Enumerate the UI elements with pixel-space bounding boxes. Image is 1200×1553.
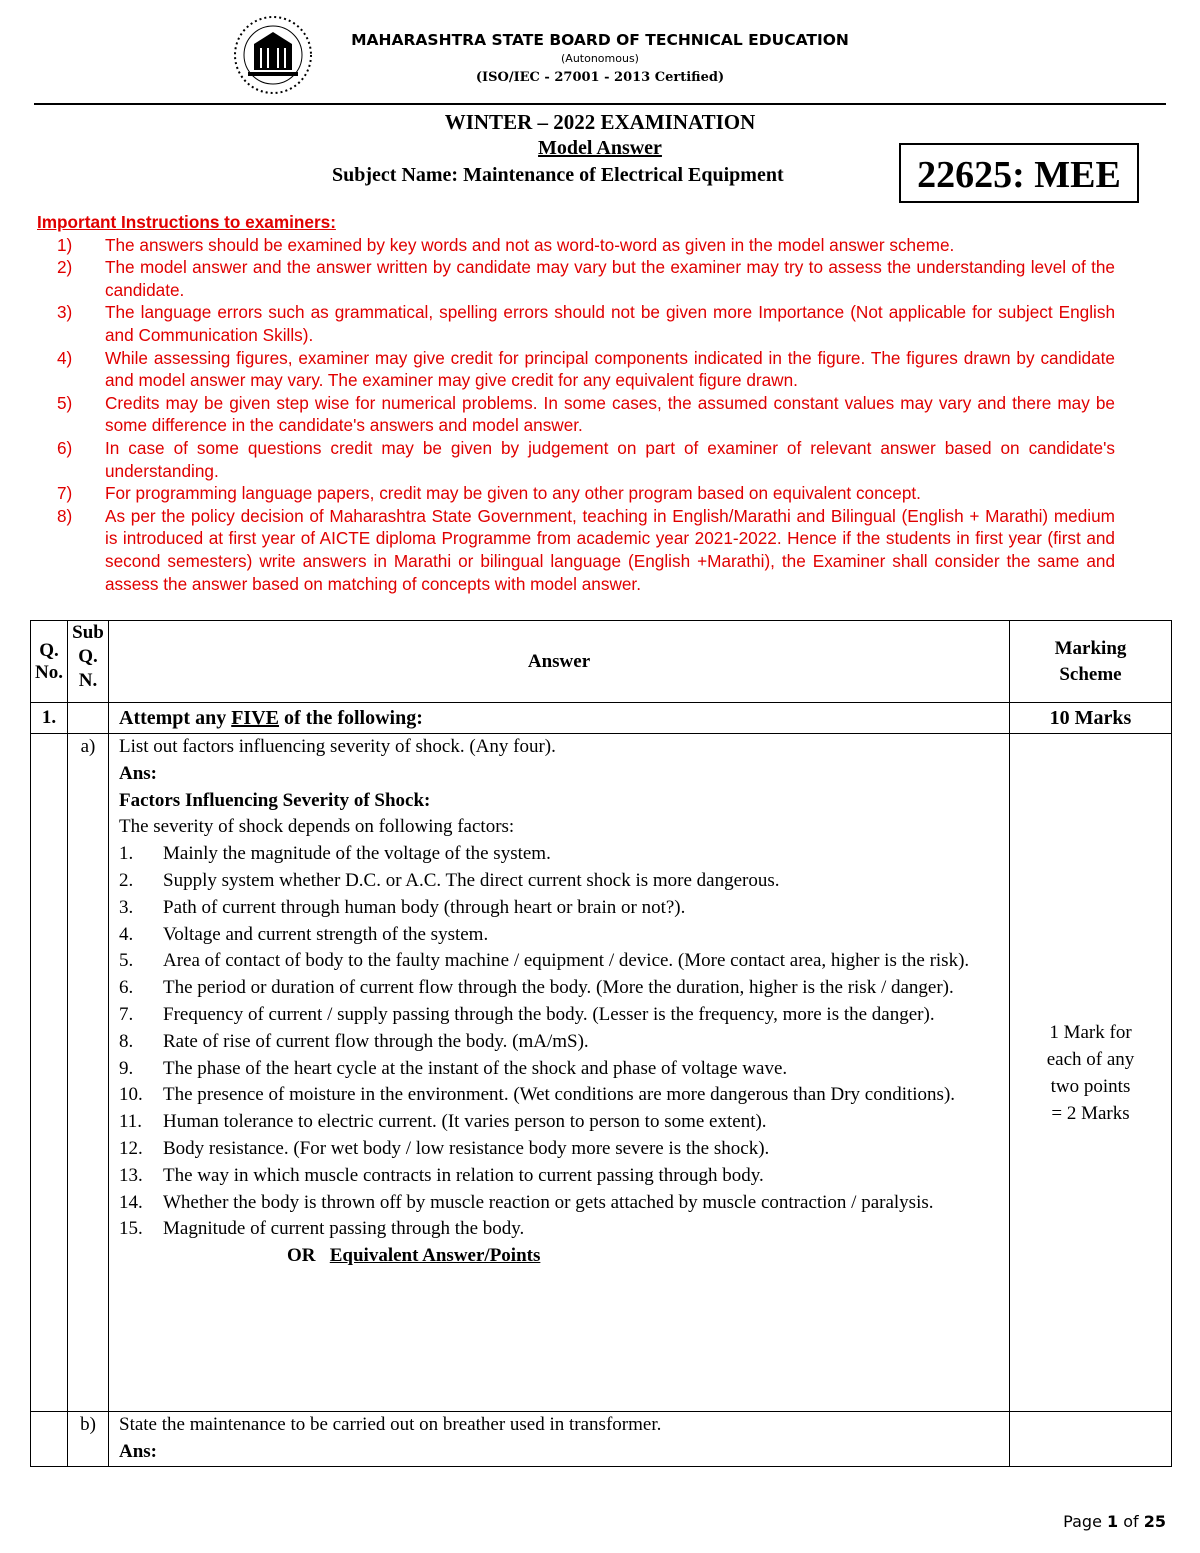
instruction-number: 8) bbox=[57, 505, 73, 526]
subject-code-box: 22625: MEE bbox=[899, 143, 1139, 203]
factor-text: Supply system whether D.C. or A.C. The direct current shock is more dangerous. bbox=[163, 869, 780, 891]
factor-item bbox=[119, 895, 1009, 922]
factor-number: 9. bbox=[119, 1057, 134, 1079]
qa-factor-list bbox=[119, 841, 1009, 1243]
qa-question: List out factors influencing severity of shock. (Any four). bbox=[119, 736, 556, 757]
instruction-item bbox=[37, 392, 1115, 437]
factor-item bbox=[119, 1109, 1009, 1136]
factor-item bbox=[119, 975, 1009, 1002]
col-header-marking-scheme: Marking Scheme bbox=[1010, 621, 1172, 703]
factor-number: 12. bbox=[119, 1137, 143, 1159]
factor-number: 10. bbox=[119, 1084, 143, 1106]
instruction-text: For programming language papers, credit may be given to any other program based on equivalent concept. bbox=[105, 483, 921, 504]
examiner-instructions bbox=[37, 211, 1115, 595]
factor-number: 4. bbox=[119, 923, 134, 945]
factor-text: The way in which muscle contracts in relation to current passing through body. bbox=[163, 1164, 764, 1186]
header-divider bbox=[34, 103, 1166, 105]
qa-qno-empty bbox=[31, 734, 68, 1412]
col-header-sub-q: Sub Q. N. bbox=[68, 621, 109, 703]
factor-text: Magnitude of current passing through the body. bbox=[163, 1218, 525, 1240]
instruction-text: Credits may be given step wise for numerical problems. In some cases, the assumed constant values may vary and there may be some difference in the candidate's answers and model answer. bbox=[105, 392, 1115, 436]
factor-item bbox=[119, 841, 1009, 868]
instructions-title: Important Instructions to examiners: bbox=[37, 212, 336, 232]
qb-marks-empty bbox=[1010, 1412, 1172, 1467]
qb-question: State the maintenance to be carried out on breather used in transformer. bbox=[119, 1414, 662, 1435]
instruction-number: 6) bbox=[57, 437, 73, 458]
factor-text: Human tolerance to electric current. (It varies person to person to some extent). bbox=[163, 1111, 767, 1133]
instruction-text: As per the policy decision of Maharashtra State Government, teaching in English/Marathi and Bilingual (English + Marathi) medium is introduced at first year of AICTE diploma Programme from academic year 2021-2022. Hence if the students in first year (first and second semesters) write answers in Marathi or bilingual language (English +Marathi), the Examiner shall consider the same and assess the answer based on matching of concepts with model answer. bbox=[105, 505, 1115, 594]
col-header-answer: Answer bbox=[109, 621, 1010, 703]
qa-sub: a) bbox=[68, 734, 109, 1412]
factor-item bbox=[119, 1190, 1009, 1217]
instructions-list bbox=[37, 234, 1115, 596]
instruction-number: 5) bbox=[57, 392, 73, 413]
instruction-text: The answers should be examined by key words and not as word-to-word as given in the model answer scheme. bbox=[105, 234, 955, 255]
subject-name: Subject Name: Maintenance of Electrical Equipment bbox=[332, 164, 784, 186]
factor-text: Body resistance. (For wet body / low resistance body more severe is the shock). bbox=[163, 1137, 770, 1159]
factor-text: Rate of rise of current flow through the body. (mA/mS). bbox=[163, 1030, 589, 1052]
board-iso: (ISO/IEC - 27001 - 2013 Certified) bbox=[475, 70, 725, 85]
q1-instruction: Attempt any FIVE of the following: bbox=[109, 703, 1010, 734]
exam-title: WINTER – 2022 EXAMINATION bbox=[444, 110, 756, 134]
answer-table bbox=[30, 620, 1172, 1467]
factor-text: The presence of moisture in the environment. (Wet conditions are more dangerous than Dry conditions). bbox=[163, 1084, 956, 1106]
factor-number: 3. bbox=[119, 896, 134, 918]
factor-item bbox=[119, 1029, 1009, 1056]
instruction-number: 7) bbox=[57, 483, 73, 504]
factor-text: Mainly the magnitude of the voltage of the system. bbox=[163, 843, 551, 865]
qb-answer bbox=[109, 1412, 1010, 1467]
factor-number: 13. bbox=[119, 1164, 143, 1186]
factor-text: The period or duration of current flow through the body. (More the duration, higher is the risk / danger). bbox=[163, 977, 954, 999]
qa-marks: 1 Mark for each of any two points = 2 Marks bbox=[1010, 734, 1172, 1412]
qa-intro: The severity of shock depends on following factors: bbox=[119, 816, 515, 838]
instruction-number: 1) bbox=[57, 234, 73, 255]
factor-number: 11. bbox=[119, 1111, 143, 1133]
factor-text: Area of contact of body to the faulty machine / equipment / device. (More contact area, higher is the risk). bbox=[163, 950, 970, 972]
qb-sub: b) bbox=[68, 1412, 109, 1467]
q1-sub-empty bbox=[68, 703, 109, 734]
factor-number: 2. bbox=[119, 869, 134, 891]
instruction-item bbox=[37, 347, 1115, 392]
model-answer-title: Model Answer bbox=[538, 137, 662, 159]
factor-item bbox=[119, 922, 1009, 949]
qb-ans-label: Ans: bbox=[119, 1440, 158, 1462]
board-autonomous: (Autonomous) bbox=[561, 52, 639, 65]
instruction-item bbox=[37, 301, 1115, 346]
qa-answer bbox=[109, 734, 1010, 1412]
factor-item bbox=[119, 1216, 1009, 1243]
board-name: MAHARASHTRA STATE BOARD OF TECHNICAL EDUCATION bbox=[351, 31, 849, 49]
factor-item bbox=[119, 868, 1009, 895]
factor-item bbox=[119, 948, 1009, 975]
factor-number: 1. bbox=[119, 843, 134, 865]
factor-number: 5. bbox=[119, 950, 134, 972]
col-header-q-no: Q. No. bbox=[31, 621, 68, 703]
instruction-number: 3) bbox=[57, 302, 73, 323]
instruction-item bbox=[37, 234, 1115, 257]
factor-text: The phase of the heart cycle at the instant of the shock and phase of voltage wave. bbox=[163, 1057, 788, 1079]
instruction-number: 4) bbox=[57, 347, 73, 368]
factor-text: Path of current through human body (through heart or brain or not?). bbox=[163, 896, 686, 918]
factor-item bbox=[119, 1136, 1009, 1163]
instruction-item bbox=[37, 505, 1115, 595]
factor-number: 14. bbox=[119, 1191, 143, 1213]
factor-item bbox=[119, 1056, 1009, 1083]
instruction-item bbox=[37, 437, 1115, 482]
page-number: Page 1 of 25 bbox=[1063, 1512, 1166, 1531]
factor-text: Frequency of current / supply passing through the body. (Lesser is the frequency, more is the danger). bbox=[163, 1003, 935, 1025]
factor-number: 6. bbox=[119, 977, 134, 999]
factor-item bbox=[119, 1163, 1009, 1190]
factor-number: 8. bbox=[119, 1030, 134, 1052]
factor-item bbox=[119, 1002, 1009, 1029]
qa-ans-label: Ans: bbox=[119, 762, 158, 784]
instruction-number: 2) bbox=[57, 257, 73, 278]
factor-text: Voltage and current strength of the system. bbox=[163, 923, 489, 945]
qa-heading: Factors Influencing Severity of Shock: bbox=[119, 789, 431, 811]
instruction-text: While assessing figures, examiner may give credit for principal components indicated in the figure. The figures drawn by candidate and model answer may vary. The examiner may give credit for any equivalent figure drawn. bbox=[105, 347, 1115, 391]
factor-item bbox=[119, 1082, 1009, 1109]
instruction-text: The language errors such as grammatical, spelling errors should not be given more Importance (Not applicable for subject English and Communication Skills). bbox=[105, 302, 1115, 345]
instruction-text: In case of some questions credit may be given by judgement on part of examiner of relevant answer based on candidate's understanding. bbox=[105, 437, 1115, 481]
qa-or-equivalent: OR Equivalent Answer/Points bbox=[287, 1245, 541, 1267]
instruction-item bbox=[37, 482, 1115, 505]
factor-number: 7. bbox=[119, 1003, 134, 1025]
q1-number: 1. bbox=[31, 703, 68, 734]
factor-text: Whether the body is thrown off by muscle reaction or gets attached by muscle contraction / paralysis. bbox=[163, 1191, 934, 1213]
instruction-item bbox=[37, 256, 1115, 301]
instruction-text: The model answer and the answer written by candidate may vary but the examiner may try to assess the understanding level of the candidate. bbox=[105, 257, 1115, 300]
factor-number: 15. bbox=[119, 1218, 143, 1240]
qb-qno-empty bbox=[31, 1412, 68, 1467]
q1-marks: 10 Marks bbox=[1010, 703, 1172, 734]
